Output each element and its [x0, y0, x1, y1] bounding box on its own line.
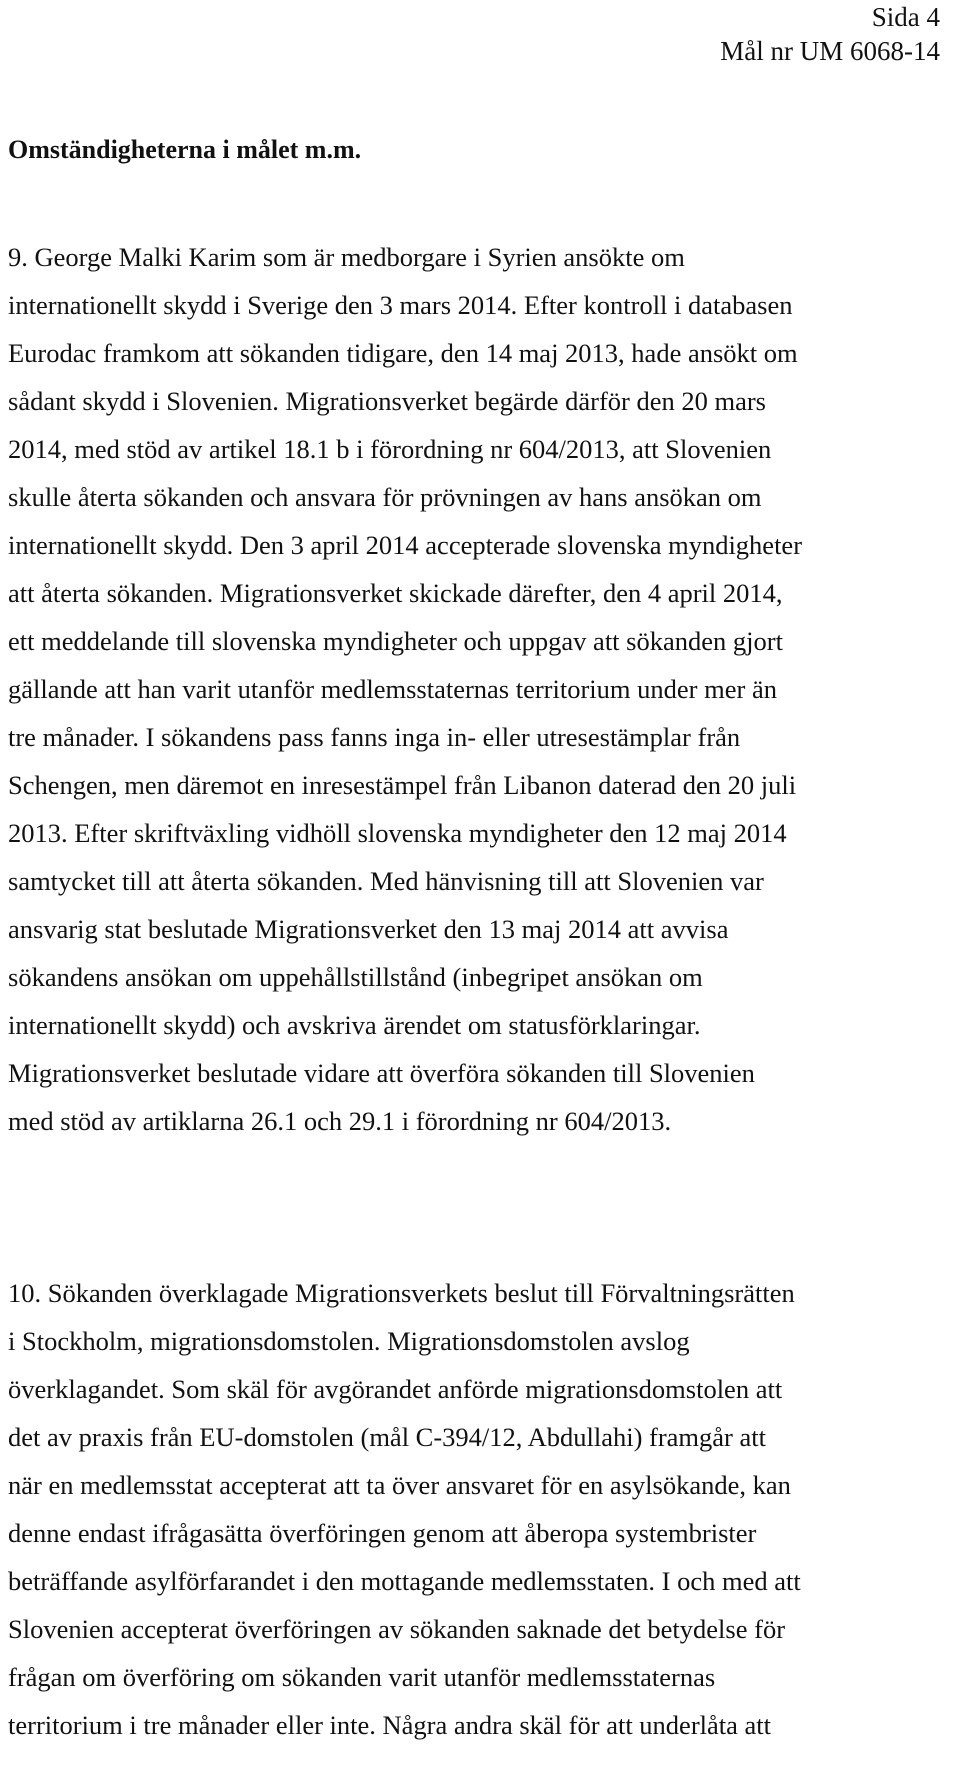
- text-line: i Stockholm, migrationsdomstolen. Migrationsdomstolen avslog: [8, 1326, 690, 1356]
- text-line: 2014, med stöd av artikel 18.1 b i förordning nr 604/2013, att Slovenien: [8, 434, 772, 464]
- page-header: [720, 0, 940, 68]
- text-line: beträffande asylförfarandet i den mottagande medlemsstaten. I och med att: [8, 1566, 801, 1596]
- text-line: internationellt skydd. Den 3 april 2014 accepterade slovenska myndigheter: [8, 530, 803, 560]
- text-line: sökandens ansökan om uppehållstillstånd (inbegripet ansökan om: [8, 962, 703, 992]
- paragraph-9: [8, 233, 928, 1145]
- text-line: gällande att han varit utanför medlemsstaternas territorium under mer än: [8, 674, 777, 704]
- text-line: 10. Sökanden överklagade Migrationsverkets beslut till Förvaltningsrätten: [8, 1278, 795, 1308]
- text-line: ansvarig stat beslutade Migrationsverket den 13 maj 2014 att avvisa: [8, 914, 729, 944]
- text-line: med stöd av artiklarna 26.1 och 29.1 i förordning nr 604/2013.: [8, 1106, 672, 1136]
- text-line: sådant skydd i Slovenien. Migrationsverket begärde därför den 20 mars: [8, 386, 766, 416]
- text-line: Schengen, men däremot en inresestämpel från Libanon daterad den 20 juli: [8, 770, 797, 800]
- section-heading: Omständigheterna i målet m.m.: [8, 135, 362, 164]
- text-line: ett meddelande till slovenska myndigheter och uppgav att sökanden gjort: [8, 626, 783, 656]
- page-number: Sida 4: [871, 2, 940, 32]
- text-line: Migrationsverket beslutade vidare att överföra sökanden till Slovenien: [8, 1058, 755, 1088]
- case-number: Mål nr UM 6068-14: [720, 36, 940, 66]
- text-line: frågan om överföring om sökanden varit utanför medlemsstaternas: [8, 1662, 716, 1692]
- text-line: Slovenien accepterat överföringen av sökanden saknade det betydelse för: [8, 1614, 786, 1644]
- text-line: tre månader. I sökandens pass fanns inga in- eller utresestämplar från: [8, 722, 741, 752]
- text-line: Eurodac framkom att sökanden tidigare, den 14 maj 2013, hade ansökt om: [8, 338, 798, 368]
- text-line: internationellt skydd) och avskriva ärendet om statusförklaringar.: [8, 1010, 701, 1040]
- text-line: territorium i tre månader eller inte. Några andra skäl för att underlåta att: [8, 1710, 772, 1740]
- text-line: 9. George Malki Karim som är medborgare i Syrien ansökte om: [8, 242, 685, 272]
- text-line: denne endast ifrågasätta överföringen genom att åberopa systembrister: [8, 1518, 757, 1548]
- text-line: skulle återta sökanden och ansvara för prövningen av hans ansökan om: [8, 482, 762, 512]
- text-line: det av praxis från EU-domstolen (mål C-394/12, Abdullahi) framgår att: [8, 1422, 766, 1452]
- paragraph-10: [8, 1269, 928, 1749]
- text-line: att återta sökanden. Migrationsverket skickade därefter, den 4 april 2014,: [8, 578, 783, 608]
- text-line: internationellt skydd i Sverige den 3 mars 2014. Efter kontroll i databasen: [8, 290, 793, 320]
- text-line: samtycket till att återta sökanden. Med hänvisning till att Slovenien var: [8, 866, 764, 896]
- text-line: 2013. Efter skriftväxling vidhöll slovenska myndigheter den 12 maj 2014: [8, 818, 787, 848]
- text-line: när en medlemsstat accepterat att ta över ansvaret för en asylsökande, kan: [8, 1470, 791, 1500]
- text-line: överklagandet. Som skäl för avgörandet anförde migrationsdomstolen att: [8, 1374, 783, 1404]
